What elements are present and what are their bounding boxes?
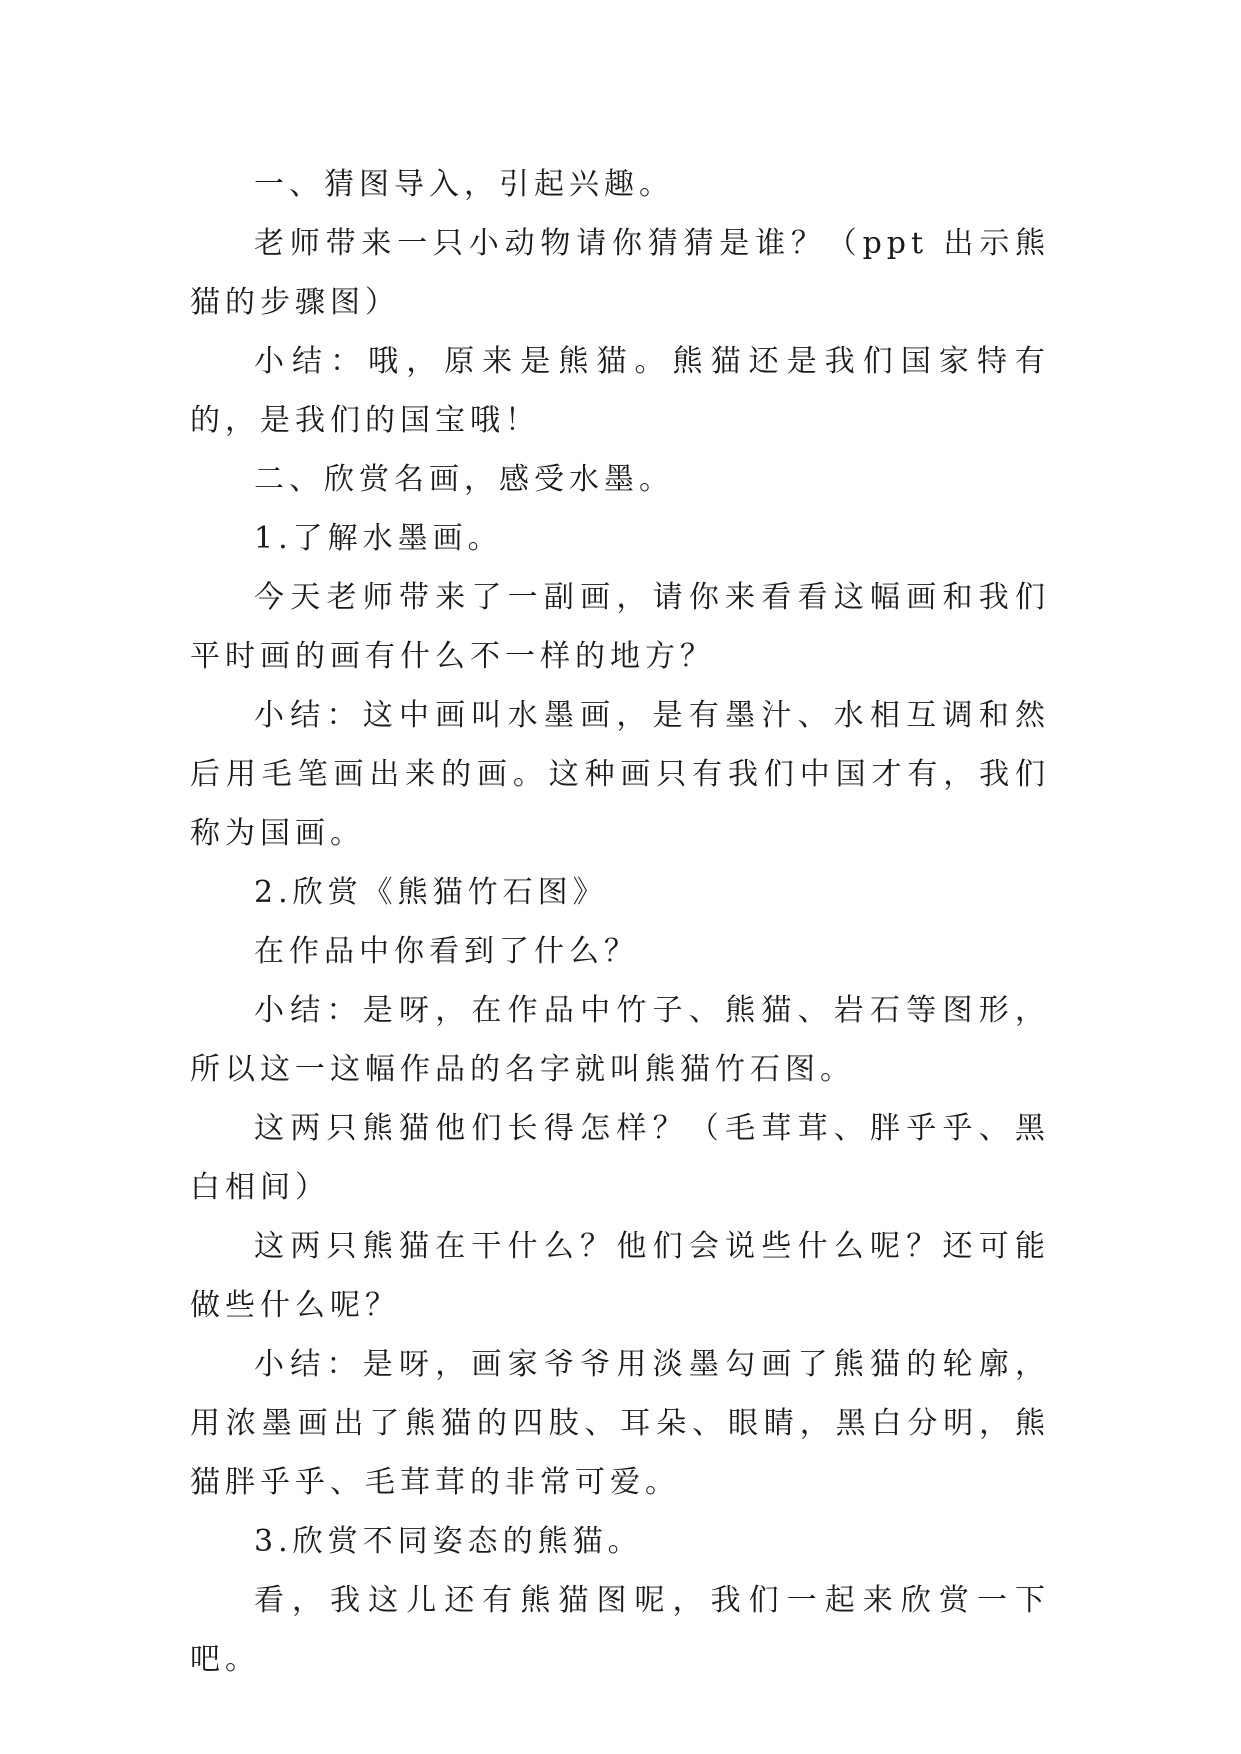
subheading: 2.欣赏《熊猫竹石图》	[254, 875, 608, 910]
document-body	[190, 155, 1050, 1689]
section-heading-appreciate: 二、欣赏名画，感受水墨。	[254, 462, 674, 497]
subheading: 1.了解水墨画。	[254, 521, 503, 556]
paragraph: 小结：是呀，在作品中竹子、熊猫、岩石等图形，所以这一这幅作品的名字就叫熊猫竹石图。	[190, 993, 1050, 1087]
paragraph: 老师带来一只小动物请你猜猜是谁？（ppt 出示熊猫的步骤图）	[190, 226, 1050, 320]
paragraph: 小结：哦，原来是熊猫。熊猫还是我们国家特有的，是我们的国宝哦！	[190, 344, 1050, 438]
subheading: 3.欣赏不同姿态的熊猫。	[254, 1524, 643, 1559]
paragraph: 这两只熊猫在干什么？他们会说些什么呢？还可能做些什么呢？	[190, 1229, 1050, 1323]
paragraph: 小结：这中画叫水墨画，是有墨汁、水相互调和然后用毛笔画出来的画。这种画只有我们中国才有，我们称为国画。	[190, 698, 1050, 851]
paragraph: 看，我这儿还有熊猫图呢，我们一起来欣赏一下吧。	[190, 1583, 1050, 1677]
paragraph: 小结：是呀，画家爷爷用淡墨勾画了熊猫的轮廓，用浓墨画出了熊猫的四肢、耳朵、眼睛，黑白分明，熊猫胖乎乎、毛茸茸的非常可爱。	[190, 1347, 1050, 1500]
paragraph: 今天老师带来了一副画，请你来看看这幅画和我们平时画的画有什么不一样的地方？	[190, 580, 1050, 674]
section-heading-guess-intro: 一、猜图导入，引起兴趣。	[254, 167, 674, 202]
paragraph: 在作品中你看到了什么？	[254, 934, 639, 969]
paragraph: 这两只熊猫他们长得怎样？（毛茸茸、胖乎乎、黑白相间）	[190, 1111, 1050, 1205]
